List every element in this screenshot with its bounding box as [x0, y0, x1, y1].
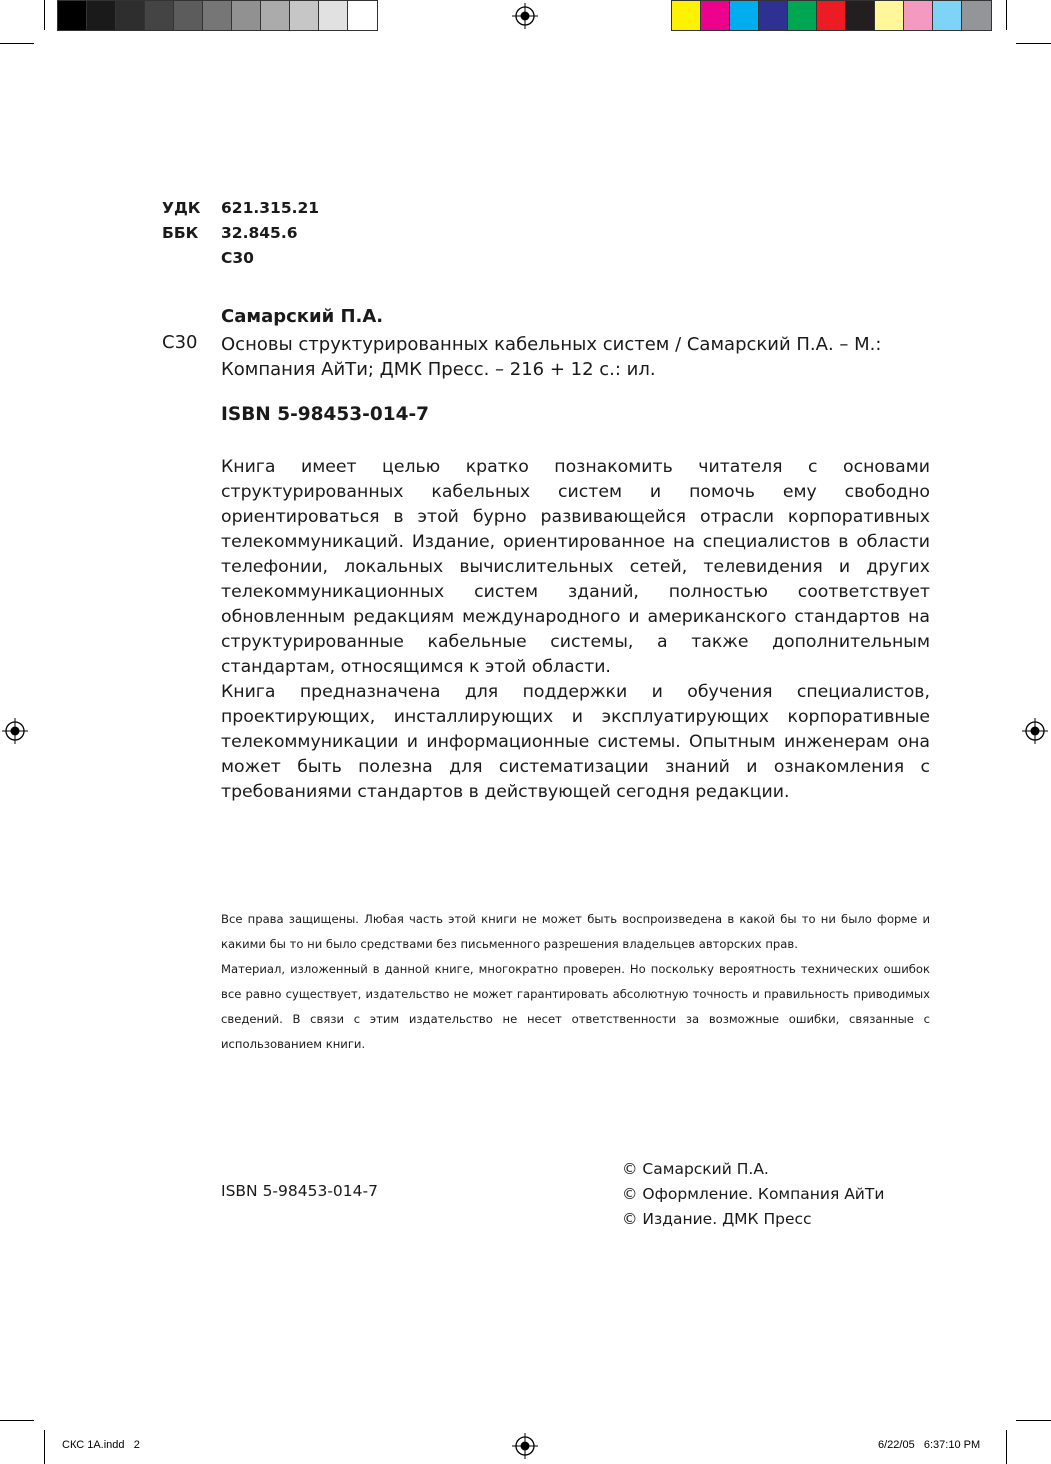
copyright-line: © Издание. ДМК Пресс [622, 1210, 812, 1228]
crop-mark [1016, 1420, 1051, 1421]
entry-code: С30 [162, 332, 198, 353]
color-swatch [672, 1, 701, 30]
color-swatch [203, 1, 232, 30]
udk-value: 621.315.21 [221, 199, 320, 217]
copyright-block [622, 1157, 884, 1232]
isbn-heading: ISBN 5-98453-014-7 [221, 404, 429, 425]
color-swatch [174, 1, 203, 30]
copyright-line: © Оформление. Компания АйТи [622, 1185, 885, 1203]
color-swatch [145, 1, 174, 30]
isbn-footer: ISBN 5-98453-014-7 [221, 1182, 378, 1200]
crop-mark [0, 1420, 34, 1421]
copyright-line: © Самарский П.А. [622, 1160, 769, 1178]
slug-timestamp: 6/22/05 6:37:10 PM [878, 1439, 981, 1451]
color-swatch [788, 1, 817, 30]
color-swatch [962, 1, 991, 30]
author-code: С30 [221, 249, 254, 267]
crop-mark [1006, 1430, 1007, 1464]
color-swatch [933, 1, 962, 30]
registration-mark-icon [1022, 718, 1048, 744]
crop-mark [1006, 0, 1007, 30]
color-swatch [701, 1, 730, 30]
abstract-paragraph: Книга предназначена для поддержки и обучения специалистов, проектирующих, инсталлирующих и эксплуатирующих корпоративные телекоммуникации и информационные системы. Опытным инженерам она может быть полезна для систематизации знаний и ознакомления с требованиями стандартов в действующей сегодня редакции. [221, 682, 930, 802]
process-color-bar [671, 0, 992, 31]
bbk-label: ББК [162, 224, 199, 242]
registration-mark-icon [512, 1433, 538, 1459]
color-swatch [319, 1, 348, 30]
registration-mark-icon [512, 3, 538, 29]
color-swatch [817, 1, 846, 30]
gray-ramp-bar [57, 0, 378, 31]
rights-paragraph: Все права защищены. Любая часть этой книги не может быть воспроизведена в какой бы то ни было форме и какими бы то ни было средствами без письменного разрешения владельцев авторских прав. [221, 912, 930, 951]
rights-notice [221, 907, 930, 1057]
author-name: Самарский П.А. [221, 306, 384, 327]
slug-filename: СКС 1А.indd 2 [62, 1439, 140, 1451]
bbk-value: 32.845.6 [221, 224, 298, 242]
color-swatch [232, 1, 261, 30]
crop-mark [0, 43, 34, 44]
color-swatch [875, 1, 904, 30]
color-swatch [846, 1, 875, 30]
abstract-paragraph: Книга имеет целью кратко познакомить читателя с основами структурированных кабельных систем и помочь ему свободно ориентироваться в этой бурно развивающейся отрасли корпоративных телекоммуникаций. Издание, ориентированное на специалистов в области телефонии, локальных вычислительных сетей, телевидения и других телекоммуникационных систем зданий, полностью соответствует обновленным редакциям международного и американского стандартов на структурированные кабельные системы, а также дополнительным стандартам, относящимся к этой области. [221, 457, 930, 677]
crop-mark [44, 0, 45, 30]
rights-paragraph: Материал, изложенный в данной книге, многократно проверен. Но поскольку вероятность технических ошибок все равно существует, издательство не может гарантировать абсолютную точность и правильность приводимых сведений. В связи с этим издательство не несет ответственности за возможные ошибки, связанные с использованием книги. [221, 962, 930, 1051]
color-swatch [730, 1, 759, 30]
color-swatch [904, 1, 933, 30]
udk-label: УДК [162, 199, 201, 217]
color-swatch [58, 1, 87, 30]
abstract [221, 455, 930, 805]
registration-mark-icon [2, 718, 28, 744]
color-swatch [348, 1, 377, 30]
crop-mark [44, 1430, 45, 1464]
color-swatch [290, 1, 319, 30]
bibliographic-description [221, 332, 921, 382]
color-swatch [116, 1, 145, 30]
color-swatch [261, 1, 290, 30]
crop-mark [1016, 43, 1051, 44]
biblio-line: Компания АйТи; ДМК Пресс. – 216 + 12 с.: ил. [221, 359, 656, 380]
biblio-line: Основы структурированных кабельных систем / Самарский П.А. – М.: [221, 334, 882, 355]
color-swatch [87, 1, 116, 30]
color-swatch [759, 1, 788, 30]
